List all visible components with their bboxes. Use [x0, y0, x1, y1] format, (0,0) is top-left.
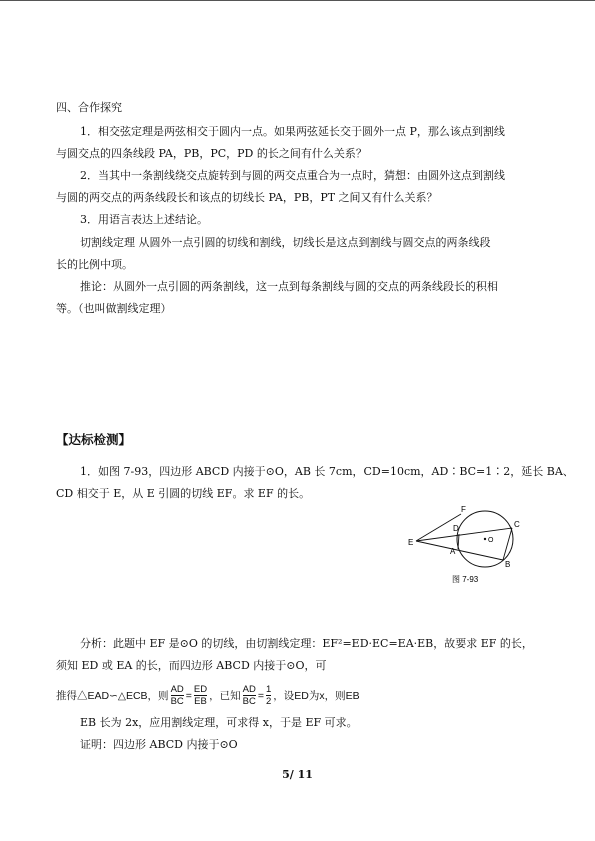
label-f: F	[461, 505, 466, 514]
question-2-line-2: 与圆的两交点的两条线段长和该点的切线长 PA，PB，PT 之间又有什么关系？	[56, 191, 438, 204]
analysis-line-2: 须知 ED 或 EA 的长，而四边形 ABCD 内接于⊙O，可	[56, 659, 327, 672]
section-title: 四、合作探究	[56, 101, 122, 114]
fraction-denominator: BC	[170, 696, 184, 707]
formula-suffix: ，设ED为x，则EB	[273, 690, 360, 702]
label-b: B	[505, 560, 511, 569]
analysis-formula-line	[56, 684, 360, 707]
fraction-numerator: ED	[193, 684, 208, 695]
theorem-line-2: 长的比例中项。	[56, 258, 133, 271]
formula-prefix: 推得△EAD∽△ECB，则	[56, 690, 169, 702]
fraction-denominator: BC	[242, 696, 256, 707]
secant-line-edc	[416, 528, 512, 541]
equals-sign: =	[185, 689, 192, 702]
chord-da	[458, 534, 459, 549]
center-point	[484, 538, 486, 540]
label-d: D	[453, 524, 459, 533]
fraction-denominator: 2	[265, 696, 272, 707]
problem-line-2: CD 相交于 E，从 E 引圆的切线 EF。求 EF 的长。	[56, 487, 311, 500]
fraction-ad-bc-known	[243, 684, 256, 707]
top-rule	[0, 0, 595, 1]
equals-sign: =	[257, 689, 264, 702]
fraction-one-half	[266, 684, 271, 707]
geometry-figure	[400, 503, 520, 585]
fraction-denominator: EB	[194, 696, 207, 707]
corollary-line-1: 推论：从圆外一点引圆的两条割线，这一点到每条割线与圆的交点的两条线段长的积相	[80, 280, 498, 293]
formula-mid: ，已知	[209, 690, 241, 702]
label-a: A	[450, 547, 456, 556]
fraction-numerator: AD	[170, 684, 184, 695]
analysis-line-1: 分析：此题中 EF 是⊙O 的切线，由切割线定理：EF²=ED·EC=EA·EB，故要求 EF 的长，	[80, 637, 533, 650]
label-e: E	[408, 538, 414, 547]
fraction-ed-eb	[194, 684, 207, 707]
question-1-line-1: 1．相交弦定理是两弦相交于圆内一点。如果两弦延长交于圆外一点 P，那么该点到割线	[80, 125, 505, 138]
label-o: O	[488, 537, 494, 544]
check-section-title: 【达标检测】	[56, 432, 132, 447]
fraction-ad-bc	[171, 684, 184, 707]
theorem-line-1: 切割线定理 从圆外一点引圆的切线和割线，切线长是这点到割线与圆交点的两条线段	[80, 236, 491, 249]
question-2-line-1: 2．当其中一条割线绕交点旋转到与圆的两交点重合为一点时，猜想：由圆外这点到割线	[80, 169, 505, 182]
question-3: 3．用语言表达上述结论。	[80, 213, 208, 226]
question-1-line-2: 与圆交点的四条线段 PA，PB，PC，PD 的长之间有什么关系？	[56, 147, 367, 160]
problem-line-1: 1．如图 7-93，四边形 ABCD 内接于⊙O，AB 长 7cm，CD=10cm，AD∶BC=1∶2，延长 BA、	[80, 465, 574, 478]
analysis-line-3: EB 长为 2x，应用割线定理，可求得 x，于是 EF 可求。	[80, 716, 358, 729]
proof-line-1: 证明：四边形 ABCD 内接于⊙O	[80, 738, 238, 751]
fraction-numerator: AD	[242, 684, 256, 695]
page-number: 5/ 11	[282, 768, 313, 781]
figure-caption: 图 7-93	[452, 575, 479, 584]
corollary-line-2: 等。（也叫做割线定理）	[56, 302, 172, 315]
label-c: C	[514, 520, 520, 529]
fraction-numerator: 1	[265, 684, 272, 695]
